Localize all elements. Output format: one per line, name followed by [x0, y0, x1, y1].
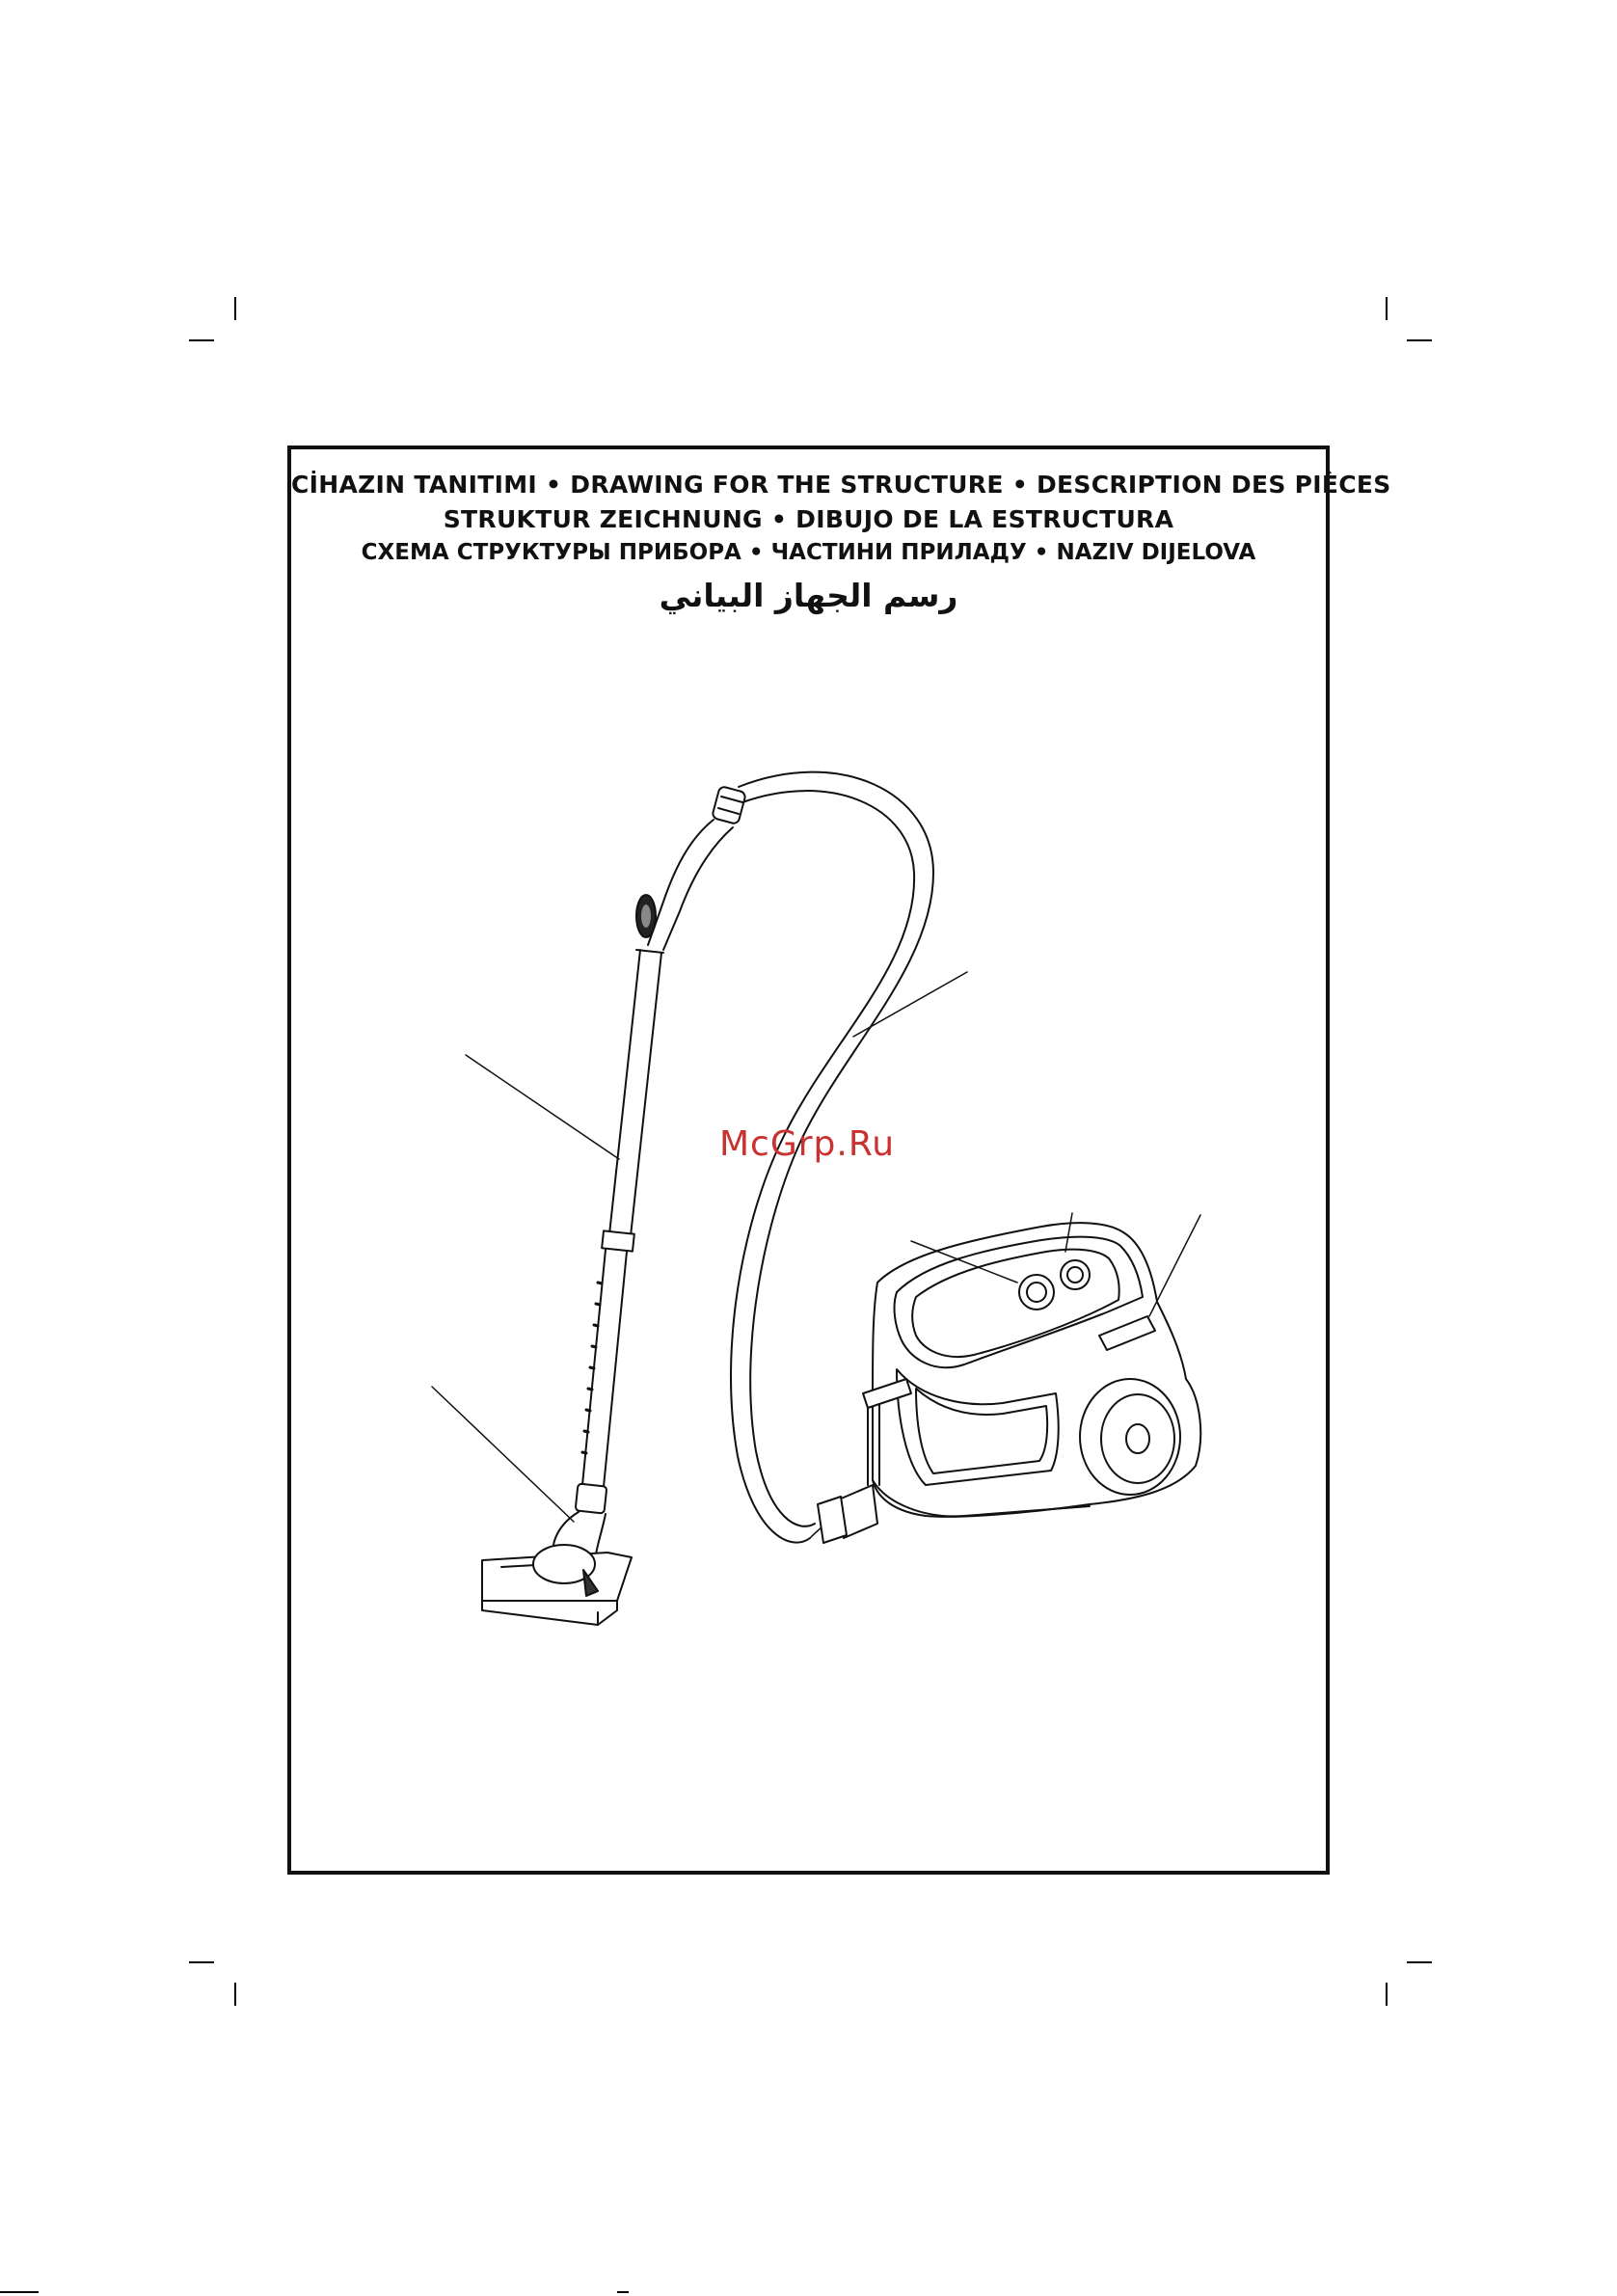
bottom-edge-mark-left	[0, 2291, 39, 2293]
heading-line-3: СХЕМА СТРУКТУРЫ ПРИБОРА • ЧАСТИНИ ПРИЛАДУ • NAZIV DIJELOVA	[361, 540, 1256, 565]
bottom-edge-mark-center	[617, 2291, 629, 2293]
wand-handle	[636, 786, 746, 950]
telescopic-tube	[582, 950, 663, 1487]
heading-line-arabic: رسم الجهاز البياني	[659, 577, 958, 614]
heading-line-2: STRUKTUR ZEICHNUNG • DIBUJO DE LA ESTRUCTURA	[443, 505, 1174, 533]
vacuum-body	[818, 1223, 1200, 1543]
bottom-edge-marks	[0, 2291, 1617, 2294]
watermark: McGrp.Ru	[719, 1124, 896, 1164]
heading-line-1: CİHAZIN TANITIMI • DRAWING FOR THE STRUCTURE • DESCRIPTION DES PIÈCES	[291, 471, 1391, 499]
